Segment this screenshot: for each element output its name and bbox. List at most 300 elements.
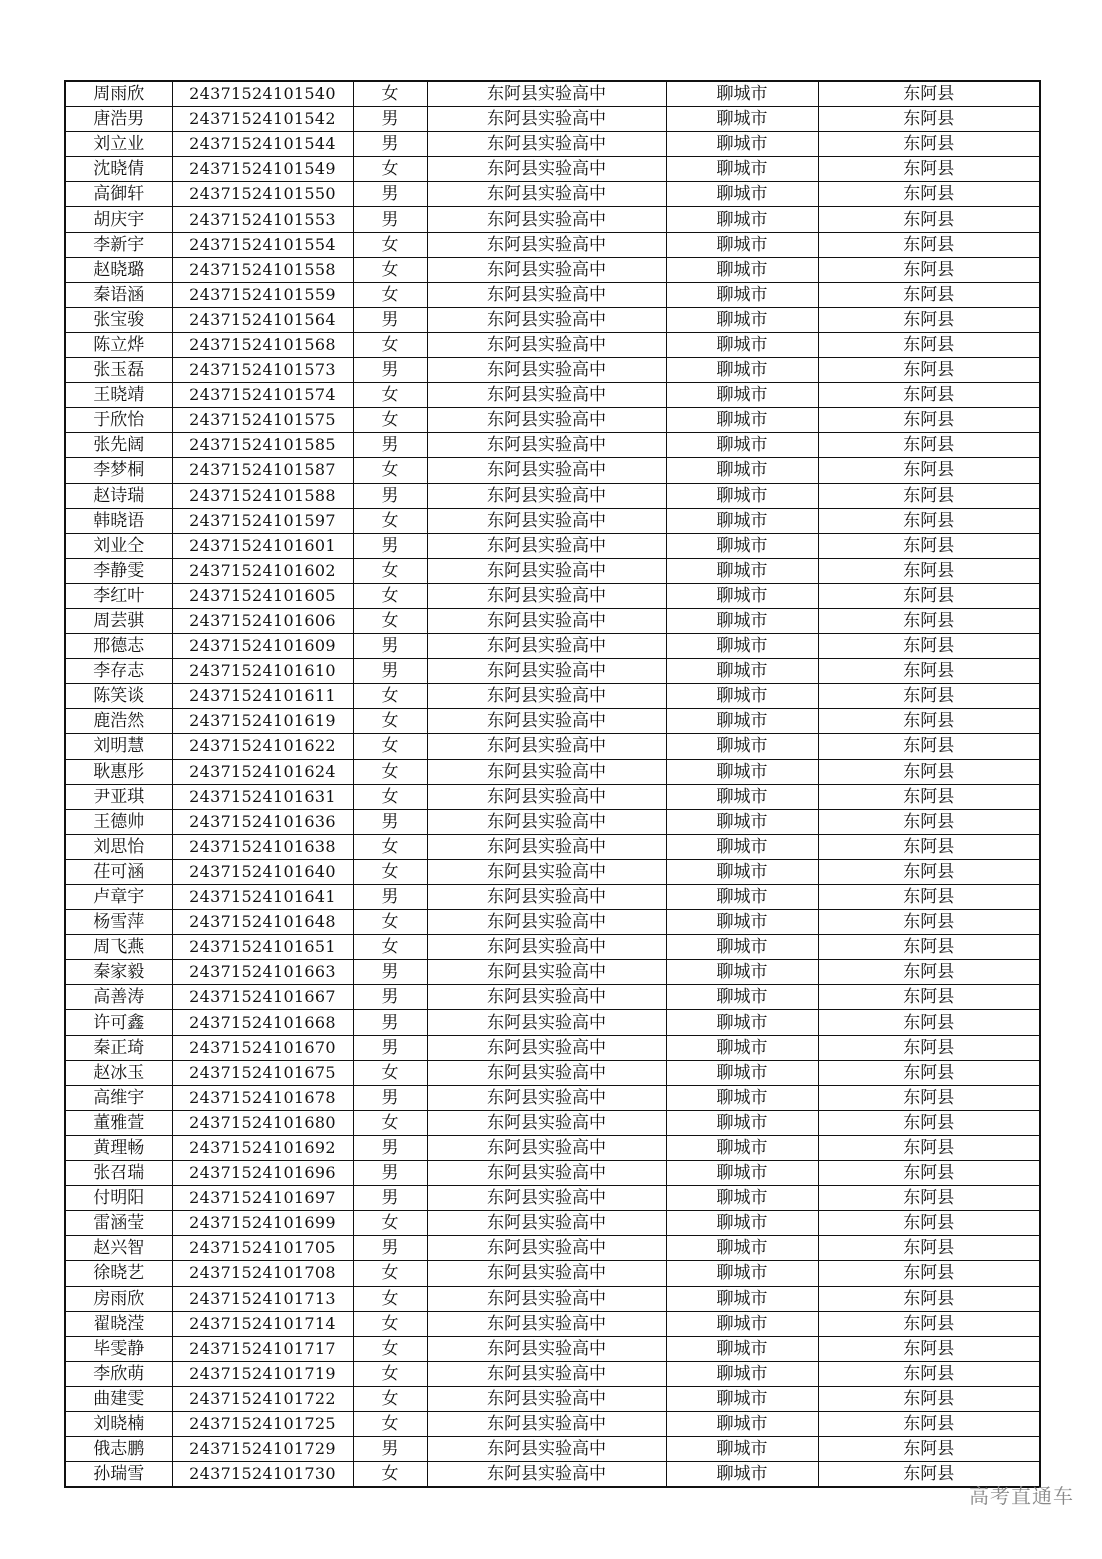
exam-id-cell: 24371524101610	[172, 659, 353, 684]
county-cell: 东阿县	[818, 1236, 1040, 1261]
exam-id-cell: 24371524101573	[172, 358, 353, 383]
exam-id-cell: 24371524101729	[172, 1437, 353, 1462]
county-cell: 东阿县	[818, 1386, 1040, 1411]
table-row	[65, 307, 1040, 332]
student-name-cell: 李欣萌	[65, 1361, 172, 1386]
city-cell: 聊城市	[666, 684, 818, 709]
gender-cell: 女	[353, 583, 427, 608]
city-cell: 聊城市	[666, 1311, 818, 1336]
county-cell: 东阿县	[818, 960, 1040, 985]
school-cell: 东阿县实验高中	[427, 433, 666, 458]
exam-id-cell: 24371524101544	[172, 132, 353, 157]
county-cell: 东阿县	[818, 207, 1040, 232]
table-row	[65, 1437, 1040, 1462]
school-cell: 东阿县实验高中	[427, 307, 666, 332]
gender-cell: 女	[353, 81, 427, 107]
school-cell: 东阿县实验高中	[427, 1261, 666, 1286]
exam-id-cell: 24371524101678	[172, 1085, 353, 1110]
student-name-cell: 李红叶	[65, 583, 172, 608]
student-name-cell: 赵冰玉	[65, 1060, 172, 1085]
exam-id-cell: 24371524101699	[172, 1211, 353, 1236]
student-name-cell: 黄理畅	[65, 1135, 172, 1160]
table-row	[65, 1186, 1040, 1211]
table-row	[65, 734, 1040, 759]
table-row	[65, 282, 1040, 307]
exam-id-cell: 24371524101708	[172, 1261, 353, 1286]
gender-cell: 女	[353, 232, 427, 257]
gender-cell: 男	[353, 1161, 427, 1186]
student-name-cell: 陈笑谈	[65, 684, 172, 709]
gender-cell: 女	[353, 508, 427, 533]
gender-cell: 女	[353, 157, 427, 182]
table-row	[65, 960, 1040, 985]
table-row	[65, 684, 1040, 709]
city-cell: 聊城市	[666, 759, 818, 784]
exam-id-cell: 24371524101641	[172, 885, 353, 910]
table-row	[65, 257, 1040, 282]
student-name-cell: 陈立烨	[65, 332, 172, 357]
gender-cell: 男	[353, 483, 427, 508]
exam-id-cell: 24371524101692	[172, 1135, 353, 1160]
student-name-cell: 鹿浩然	[65, 709, 172, 734]
county-cell: 东阿县	[818, 1186, 1040, 1211]
city-cell: 聊城市	[666, 634, 818, 659]
city-cell: 聊城市	[666, 107, 818, 132]
school-cell: 东阿县实验高中	[427, 1085, 666, 1110]
city-cell: 聊城市	[666, 257, 818, 282]
city-cell: 聊城市	[666, 558, 818, 583]
gender-cell: 女	[353, 1286, 427, 1311]
county-cell: 东阿县	[818, 885, 1040, 910]
student-name-cell: 王德帅	[65, 809, 172, 834]
student-name-cell: 许可鑫	[65, 1010, 172, 1035]
county-cell: 东阿县	[818, 1361, 1040, 1386]
student-name-cell: 张玉磊	[65, 358, 172, 383]
student-name-cell: 曲建雯	[65, 1386, 172, 1411]
county-cell: 东阿县	[818, 1035, 1040, 1060]
county-cell: 东阿县	[818, 81, 1040, 107]
gender-cell: 女	[353, 1261, 427, 1286]
school-cell: 东阿县实验高中	[427, 358, 666, 383]
table-row	[65, 1336, 1040, 1361]
county-cell: 东阿县	[818, 132, 1040, 157]
city-cell: 聊城市	[666, 709, 818, 734]
county-cell: 东阿县	[818, 1135, 1040, 1160]
student-name-cell: 周飞燕	[65, 935, 172, 960]
school-cell: 东阿县实验高中	[427, 282, 666, 307]
gender-cell: 男	[353, 1236, 427, 1261]
watermark: 高考直通车	[969, 1484, 1074, 1508]
gender-cell: 男	[353, 885, 427, 910]
city-cell: 聊城市	[666, 332, 818, 357]
gender-cell: 男	[353, 132, 427, 157]
school-cell: 东阿县实验高中	[427, 257, 666, 282]
county-cell: 东阿县	[818, 659, 1040, 684]
table-row	[65, 910, 1040, 935]
table-row	[65, 1135, 1040, 1160]
gender-cell: 男	[353, 985, 427, 1010]
county-cell: 东阿县	[818, 859, 1040, 884]
county-cell: 东阿县	[818, 107, 1040, 132]
school-cell: 东阿县实验高中	[427, 182, 666, 207]
school-cell: 东阿县实验高中	[427, 1060, 666, 1085]
table-row	[65, 935, 1040, 960]
county-cell: 东阿县	[818, 282, 1040, 307]
county-cell: 东阿县	[818, 834, 1040, 859]
school-cell: 东阿县实验高中	[427, 1437, 666, 1462]
city-cell: 聊城市	[666, 358, 818, 383]
school-cell: 东阿县实验高中	[427, 107, 666, 132]
exam-id-cell: 24371524101587	[172, 458, 353, 483]
table-row	[65, 659, 1040, 684]
gender-cell: 女	[353, 558, 427, 583]
exam-id-cell: 24371524101725	[172, 1411, 353, 1436]
exam-id-cell: 24371524101663	[172, 960, 353, 985]
school-cell: 东阿县实验高中	[427, 634, 666, 659]
exam-id-cell: 24371524101574	[172, 383, 353, 408]
city-cell: 聊城市	[666, 282, 818, 307]
table-row	[65, 1085, 1040, 1110]
county-cell: 东阿县	[818, 1336, 1040, 1361]
school-cell: 东阿县实验高中	[427, 508, 666, 533]
school-cell: 东阿县实验高中	[427, 709, 666, 734]
exam-id-cell: 24371524101697	[172, 1186, 353, 1211]
table-row	[65, 132, 1040, 157]
county-cell: 东阿县	[818, 1010, 1040, 1035]
gender-cell: 女	[353, 332, 427, 357]
exam-id-cell: 24371524101705	[172, 1236, 353, 1261]
exam-id-cell: 24371524101553	[172, 207, 353, 232]
student-roster-table	[64, 80, 1041, 1488]
school-cell: 东阿县实验高中	[427, 1110, 666, 1135]
school-cell: 东阿县实验高中	[427, 1211, 666, 1236]
gender-cell: 男	[353, 1186, 427, 1211]
student-name-cell: 尹亚琪	[65, 784, 172, 809]
gender-cell: 女	[353, 834, 427, 859]
county-cell: 东阿县	[818, 508, 1040, 533]
county-cell: 东阿县	[818, 232, 1040, 257]
city-cell: 聊城市	[666, 608, 818, 633]
table-row	[65, 1236, 1040, 1261]
student-name-cell: 于欣怡	[65, 408, 172, 433]
gender-cell: 男	[353, 1085, 427, 1110]
student-name-cell: 张宝骏	[65, 307, 172, 332]
student-name-cell: 秦正琦	[65, 1035, 172, 1060]
city-cell: 聊城市	[666, 1110, 818, 1135]
exam-id-cell: 24371524101559	[172, 282, 353, 307]
school-cell: 东阿县实验高中	[427, 483, 666, 508]
table-row	[65, 1060, 1040, 1085]
county-cell: 东阿县	[818, 182, 1040, 207]
gender-cell: 女	[353, 709, 427, 734]
school-cell: 东阿县实验高中	[427, 383, 666, 408]
gender-cell: 女	[353, 859, 427, 884]
county-cell: 东阿县	[818, 483, 1040, 508]
exam-id-cell: 24371524101558	[172, 257, 353, 282]
city-cell: 聊城市	[666, 207, 818, 232]
student-name-cell: 张先阔	[65, 433, 172, 458]
school-cell: 东阿县实验高中	[427, 1161, 666, 1186]
table-row	[65, 533, 1040, 558]
student-name-cell: 胡庆宇	[65, 207, 172, 232]
table-row	[65, 1261, 1040, 1286]
gender-cell: 男	[353, 207, 427, 232]
county-cell: 东阿县	[818, 1311, 1040, 1336]
table-row	[65, 232, 1040, 257]
table-row	[65, 558, 1040, 583]
table-row	[65, 358, 1040, 383]
table-row	[65, 1411, 1040, 1436]
city-cell: 聊城市	[666, 1361, 818, 1386]
table-row	[65, 1311, 1040, 1336]
school-cell: 东阿县实验高中	[427, 232, 666, 257]
gender-cell: 女	[353, 684, 427, 709]
gender-cell: 男	[353, 533, 427, 558]
city-cell: 聊城市	[666, 659, 818, 684]
table-row	[65, 157, 1040, 182]
county-cell: 东阿县	[818, 809, 1040, 834]
county-cell: 东阿县	[818, 985, 1040, 1010]
gender-cell: 女	[353, 383, 427, 408]
city-cell: 聊城市	[666, 1186, 818, 1211]
city-cell: 聊城市	[666, 910, 818, 935]
exam-id-cell: 24371524101638	[172, 834, 353, 859]
student-name-cell: 翟晓滢	[65, 1311, 172, 1336]
county-cell: 东阿县	[818, 1211, 1040, 1236]
school-cell: 东阿县实验高中	[427, 207, 666, 232]
county-cell: 东阿县	[818, 684, 1040, 709]
student-name-cell: 卢章宇	[65, 885, 172, 910]
table-row	[65, 1361, 1040, 1386]
table-row	[65, 107, 1040, 132]
school-cell: 东阿县实验高中	[427, 1336, 666, 1361]
exam-id-cell: 24371524101713	[172, 1286, 353, 1311]
gender-cell: 女	[353, 759, 427, 784]
gender-cell: 男	[353, 960, 427, 985]
student-name-cell: 茌可涵	[65, 859, 172, 884]
county-cell: 东阿县	[818, 1060, 1040, 1085]
student-name-cell: 秦家毅	[65, 960, 172, 985]
table-row	[65, 207, 1040, 232]
city-cell: 聊城市	[666, 408, 818, 433]
exam-id-cell: 24371524101568	[172, 332, 353, 357]
student-name-cell: 沈晓倩	[65, 157, 172, 182]
county-cell: 东阿县	[818, 332, 1040, 357]
city-cell: 聊城市	[666, 232, 818, 257]
exam-id-cell: 24371524101611	[172, 684, 353, 709]
school-cell: 东阿县实验高中	[427, 1135, 666, 1160]
gender-cell: 男	[353, 809, 427, 834]
exam-id-cell: 24371524101714	[172, 1311, 353, 1336]
county-cell: 东阿县	[818, 1110, 1040, 1135]
table-row	[65, 1161, 1040, 1186]
school-cell: 东阿县实验高中	[427, 583, 666, 608]
county-cell: 东阿县	[818, 910, 1040, 935]
county-cell: 东阿县	[818, 408, 1040, 433]
student-name-cell: 董雅萱	[65, 1110, 172, 1135]
table-row	[65, 1286, 1040, 1311]
exam-id-cell: 24371524101719	[172, 1361, 353, 1386]
exam-id-cell: 24371524101668	[172, 1010, 353, 1035]
student-name-cell: 张召瑞	[65, 1161, 172, 1186]
student-name-cell: 杨雪萍	[65, 910, 172, 935]
city-cell: 聊城市	[666, 935, 818, 960]
city-cell: 聊城市	[666, 1336, 818, 1361]
table-row	[65, 1211, 1040, 1236]
city-cell: 聊城市	[666, 307, 818, 332]
city-cell: 聊城市	[666, 1462, 818, 1488]
city-cell: 聊城市	[666, 1035, 818, 1060]
city-cell: 聊城市	[666, 1135, 818, 1160]
school-cell: 东阿县实验高中	[427, 960, 666, 985]
student-name-cell: 周雨欣	[65, 81, 172, 107]
student-name-cell: 李静雯	[65, 558, 172, 583]
gender-cell: 女	[353, 257, 427, 282]
student-name-cell: 王晓靖	[65, 383, 172, 408]
table-row	[65, 1462, 1040, 1488]
school-cell: 东阿县实验高中	[427, 684, 666, 709]
student-name-cell: 刘晓楠	[65, 1411, 172, 1436]
exam-id-cell: 24371524101622	[172, 734, 353, 759]
county-cell: 东阿县	[818, 608, 1040, 633]
city-cell: 聊城市	[666, 985, 818, 1010]
student-name-cell: 赵晓璐	[65, 257, 172, 282]
county-cell: 东阿县	[818, 1161, 1040, 1186]
exam-id-cell: 24371524101680	[172, 1110, 353, 1135]
gender-cell: 女	[353, 1336, 427, 1361]
city-cell: 聊城市	[666, 458, 818, 483]
gender-cell: 女	[353, 282, 427, 307]
school-cell: 东阿县实验高中	[427, 985, 666, 1010]
table-row	[65, 1110, 1040, 1135]
student-name-cell: 雷涵莹	[65, 1211, 172, 1236]
table-row	[65, 1386, 1040, 1411]
student-name-cell: 孙瑞雪	[65, 1462, 172, 1488]
gender-cell: 男	[353, 1010, 427, 1035]
exam-id-cell: 24371524101550	[172, 182, 353, 207]
exam-id-cell: 24371524101588	[172, 483, 353, 508]
student-name-cell: 刘明慧	[65, 734, 172, 759]
exam-id-cell: 24371524101631	[172, 784, 353, 809]
exam-id-cell: 24371524101717	[172, 1336, 353, 1361]
student-name-cell: 刘立业	[65, 132, 172, 157]
county-cell: 东阿县	[818, 558, 1040, 583]
gender-cell: 女	[353, 1110, 427, 1135]
gender-cell: 男	[353, 1437, 427, 1462]
county-cell: 东阿县	[818, 1411, 1040, 1436]
school-cell: 东阿县实验高中	[427, 809, 666, 834]
city-cell: 聊城市	[666, 1161, 818, 1186]
student-name-cell: 赵兴智	[65, 1236, 172, 1261]
county-cell: 东阿县	[818, 257, 1040, 282]
table-row	[65, 583, 1040, 608]
table-row	[65, 709, 1040, 734]
table-row	[65, 483, 1040, 508]
gender-cell: 女	[353, 1060, 427, 1085]
student-name-cell: 刘思怡	[65, 834, 172, 859]
city-cell: 聊城市	[666, 1085, 818, 1110]
gender-cell: 女	[353, 935, 427, 960]
exam-id-cell: 24371524101730	[172, 1462, 353, 1488]
school-cell: 东阿县实验高中	[427, 1462, 666, 1488]
county-cell: 东阿县	[818, 734, 1040, 759]
gender-cell: 男	[353, 433, 427, 458]
city-cell: 聊城市	[666, 1261, 818, 1286]
exam-id-cell: 24371524101648	[172, 910, 353, 935]
county-cell: 东阿县	[818, 307, 1040, 332]
school-cell: 东阿县实验高中	[427, 1411, 666, 1436]
student-name-cell: 高御轩	[65, 182, 172, 207]
table-row	[65, 458, 1040, 483]
gender-cell: 女	[353, 1411, 427, 1436]
exam-id-cell: 24371524101605	[172, 583, 353, 608]
city-cell: 聊城市	[666, 809, 818, 834]
county-cell: 东阿县	[818, 935, 1040, 960]
student-name-cell: 徐晓艺	[65, 1261, 172, 1286]
exam-id-cell: 24371524101651	[172, 935, 353, 960]
student-name-cell: 唐浩男	[65, 107, 172, 132]
student-name-cell: 高维宇	[65, 1085, 172, 1110]
gender-cell: 女	[353, 734, 427, 759]
exam-id-cell: 24371524101601	[172, 533, 353, 558]
table-row	[65, 182, 1040, 207]
county-cell: 东阿县	[818, 1462, 1040, 1488]
student-name-cell: 秦语涵	[65, 282, 172, 307]
school-cell: 东阿县实验高中	[427, 659, 666, 684]
student-name-cell: 耿惠彤	[65, 759, 172, 784]
city-cell: 聊城市	[666, 1010, 818, 1035]
city-cell: 聊城市	[666, 157, 818, 182]
city-cell: 聊城市	[666, 859, 818, 884]
city-cell: 聊城市	[666, 508, 818, 533]
student-name-cell: 高善涛	[65, 985, 172, 1010]
school-cell: 东阿县实验高中	[427, 1010, 666, 1035]
city-cell: 聊城市	[666, 533, 818, 558]
school-cell: 东阿县实验高中	[427, 1386, 666, 1411]
student-name-cell: 房雨欣	[65, 1286, 172, 1311]
school-cell: 东阿县实验高中	[427, 533, 666, 558]
student-name-cell: 周芸骐	[65, 608, 172, 633]
gender-cell: 女	[353, 910, 427, 935]
gender-cell: 女	[353, 408, 427, 433]
school-cell: 东阿县实验高中	[427, 784, 666, 809]
city-cell: 聊城市	[666, 1411, 818, 1436]
exam-id-cell: 24371524101540	[172, 81, 353, 107]
school-cell: 东阿县实验高中	[427, 1286, 666, 1311]
student-name-cell: 李存志	[65, 659, 172, 684]
exam-id-cell: 24371524101597	[172, 508, 353, 533]
county-cell: 东阿县	[818, 383, 1040, 408]
school-cell: 东阿县实验高中	[427, 132, 666, 157]
student-name-cell: 李新宇	[65, 232, 172, 257]
exam-id-cell: 24371524101564	[172, 307, 353, 332]
school-cell: 东阿县实验高中	[427, 1186, 666, 1211]
county-cell: 东阿县	[818, 1286, 1040, 1311]
table-row	[65, 834, 1040, 859]
school-cell: 东阿县实验高中	[427, 81, 666, 107]
school-cell: 东阿县实验高中	[427, 608, 666, 633]
city-cell: 聊城市	[666, 483, 818, 508]
table-row	[65, 608, 1040, 633]
exam-id-cell: 24371524101696	[172, 1161, 353, 1186]
student-name-cell: 邢德志	[65, 634, 172, 659]
table-row	[65, 332, 1040, 357]
table-row	[65, 759, 1040, 784]
exam-id-cell: 24371524101585	[172, 433, 353, 458]
gender-cell: 女	[353, 608, 427, 633]
city-cell: 聊城市	[666, 81, 818, 107]
table-row	[65, 383, 1040, 408]
